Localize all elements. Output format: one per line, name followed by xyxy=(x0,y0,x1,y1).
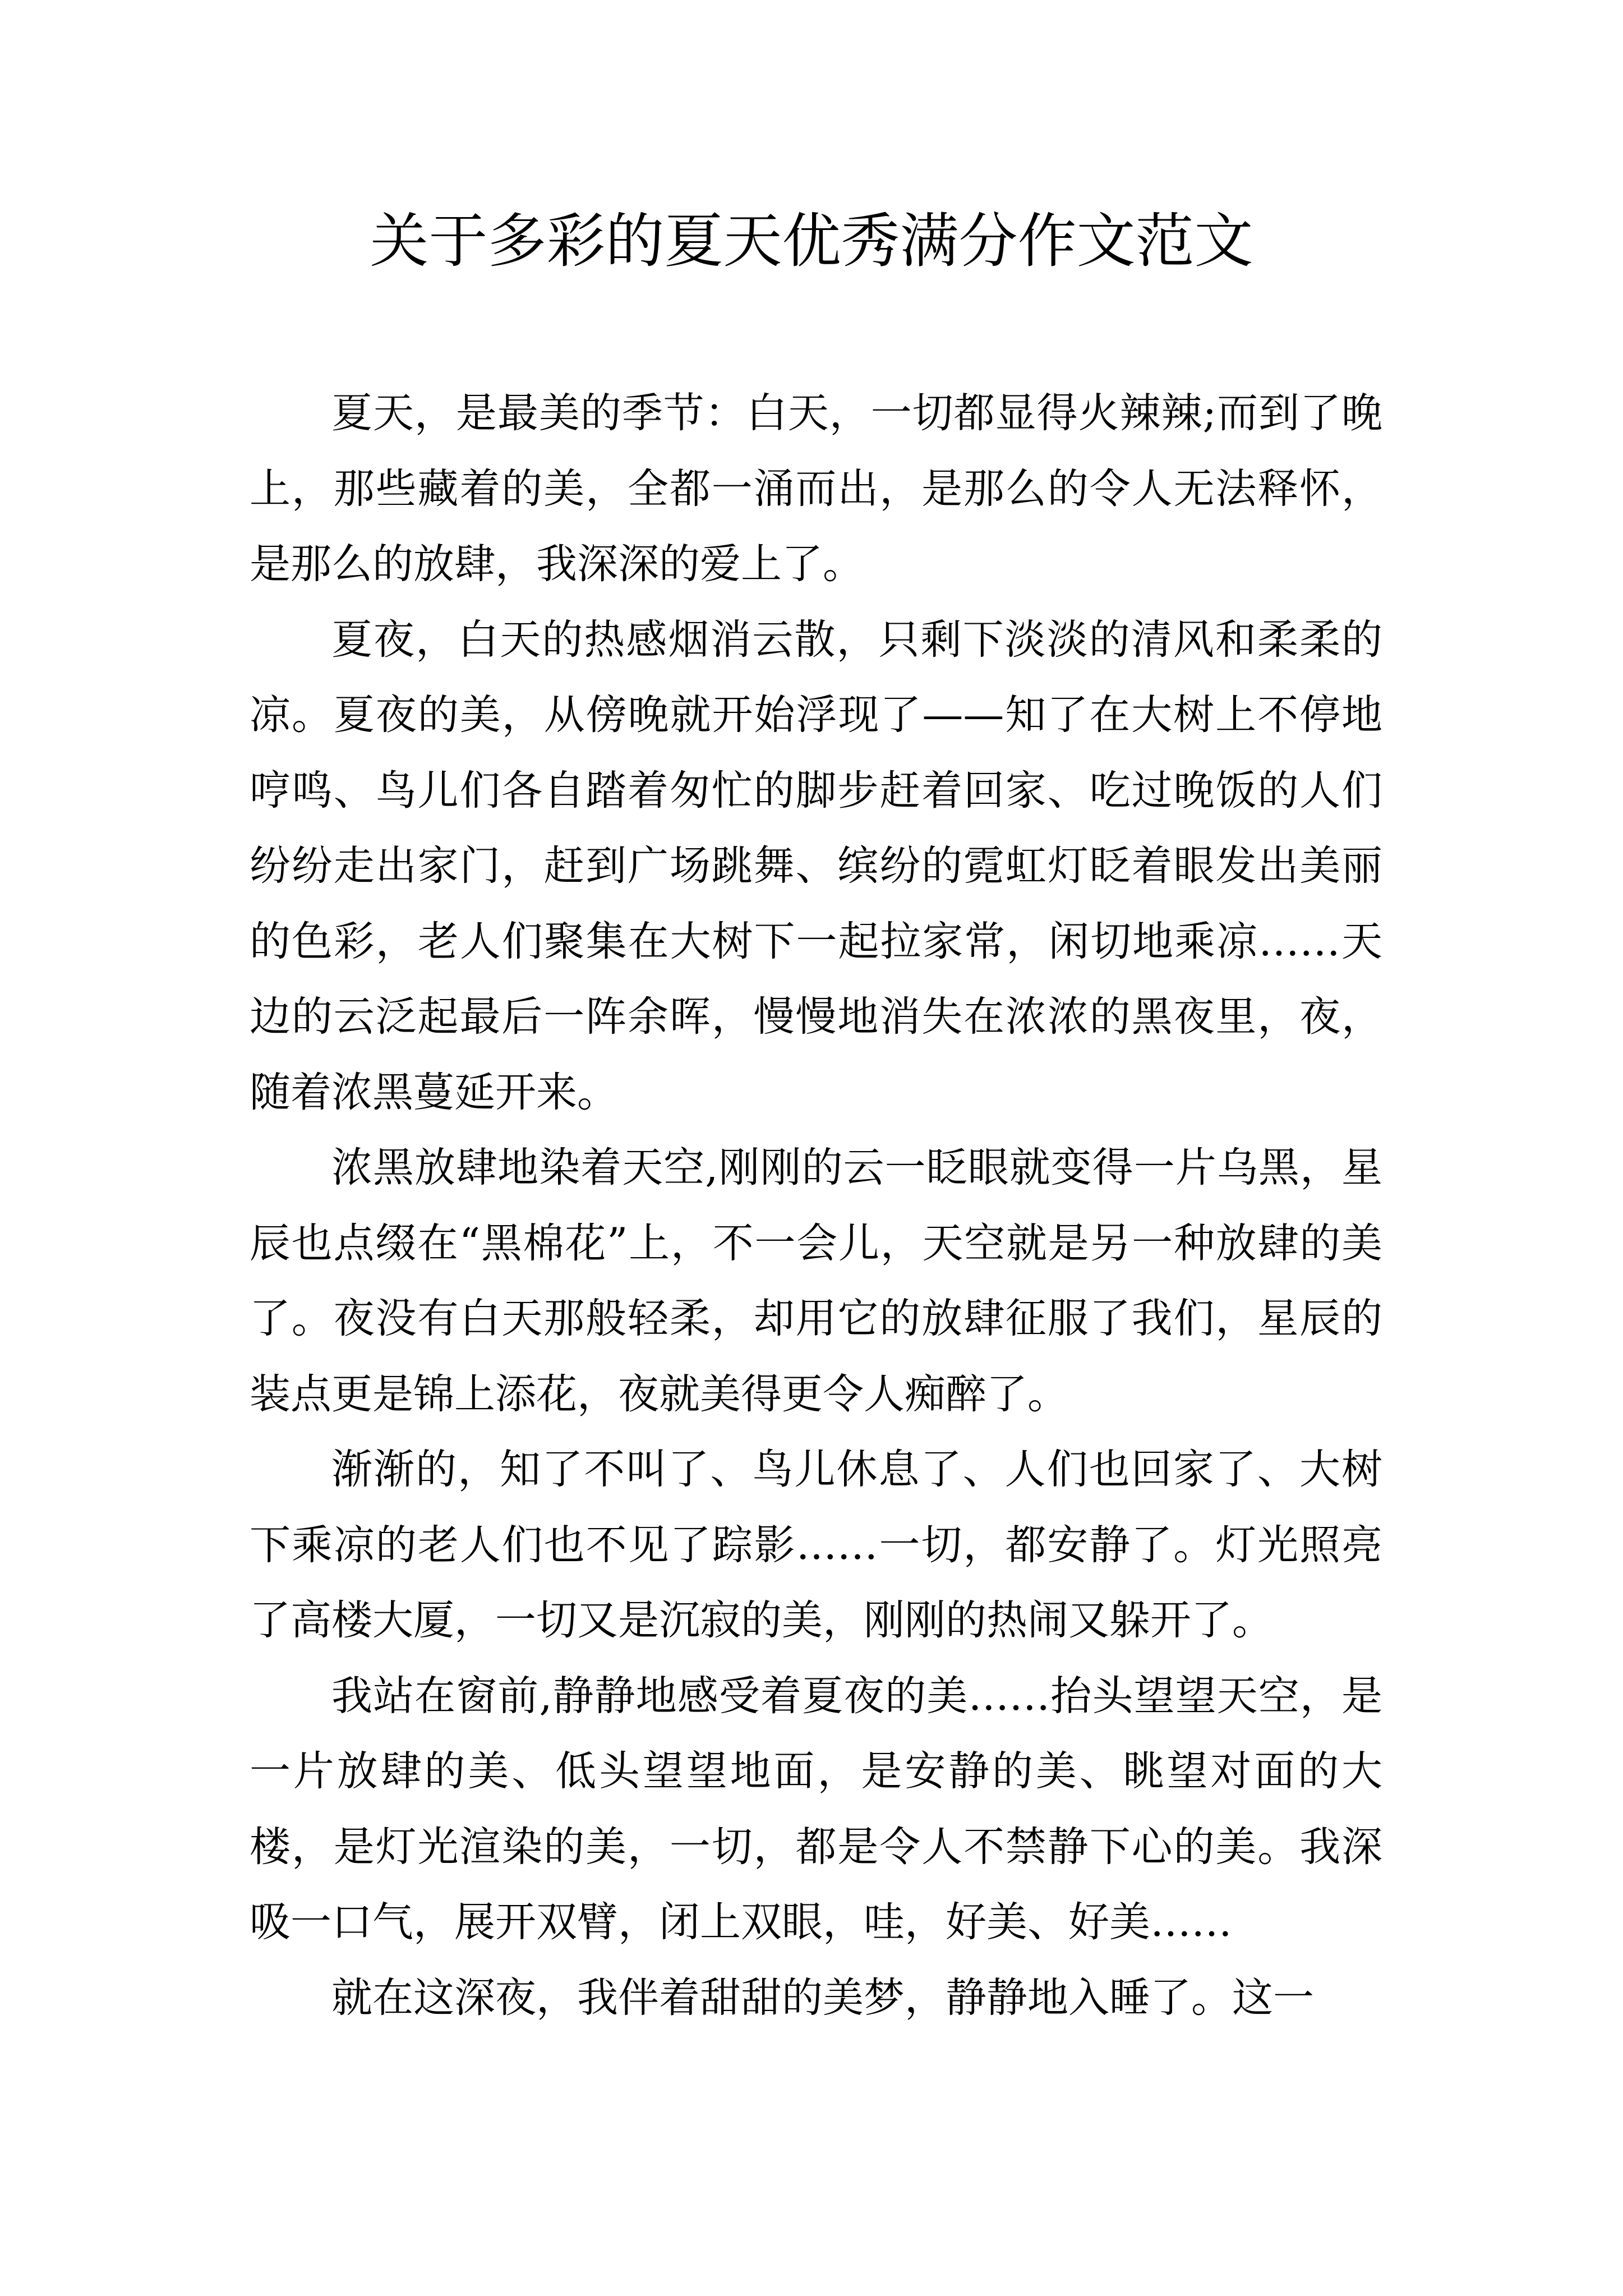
paragraph-2: 夏夜，白天的热感烟消云散，只剩下淡淡的清风和柔柔的凉。夏夜的美，从傍晚就开始浮现了——知了在大树上不停地哼鸣、鸟儿们各自踏着匆忙的脚步赶着回家、吃过晚饭的人们纷纷走出家门，赶到广场跳舞、缤纷的霓虹灯眨着眼发出美丽的色彩，老人们聚集在大树下一起拉家常，闲切地乘凉……天边的云泛起最后一阵余晖，慢慢地消失在浓浓的黑夜里，夜，随着浓黑蔓延开来。 xyxy=(250,615,1382,1116)
paragraph-3: 浓黑放肆地染着天空,刚刚的云一眨眼就变得一片乌黑，星辰也点缀在“黑棉花”上，不一会儿，天空就是另一种放肆的美了。夜没有白天那般轻柔，却用它的放肆征服了我们，星辰的装点更是锦上添花，夜就美得更令人痴醉了。 xyxy=(250,1144,1382,1418)
paragraph-6: 就在这深夜，我伴着甜甜的美梦，静静地入睡了。这一 xyxy=(331,1973,1314,2022)
paragraph-1: 夏天，是最美的季节：白天，一切都显得火辣辣;而到了晚上，那些藏着的美，全都一涌而出，是那么的令人无法释怀，是那么的放肆，我深深的爱上了。 xyxy=(250,389,1382,588)
paragraph-4: 渐渐的，知了不叫了、鸟儿休息了、人们也回家了、大树下乘凉的老人们也不见了踪影……一切，都安静了。灯光照亮了高楼大厦，一切又是沉寂的美，刚刚的热闹又躲开了。 xyxy=(250,1446,1382,1644)
document-title: 关于多彩的夏天优秀满分作文范文 xyxy=(370,207,1253,275)
paragraph-5: 我站在窗前,静静地感受着夏夜的美……抬头望望天空，是一片放肆的美、低头望望地面，是安静的美、眺望对面的大楼，是灯光渲染的美，一切，都是令人不禁静下心的美。我深吸一口气，展开双臂，闭上双眼，哇，好美、好美…… xyxy=(250,1672,1382,1946)
document-body xyxy=(250,376,1382,2036)
